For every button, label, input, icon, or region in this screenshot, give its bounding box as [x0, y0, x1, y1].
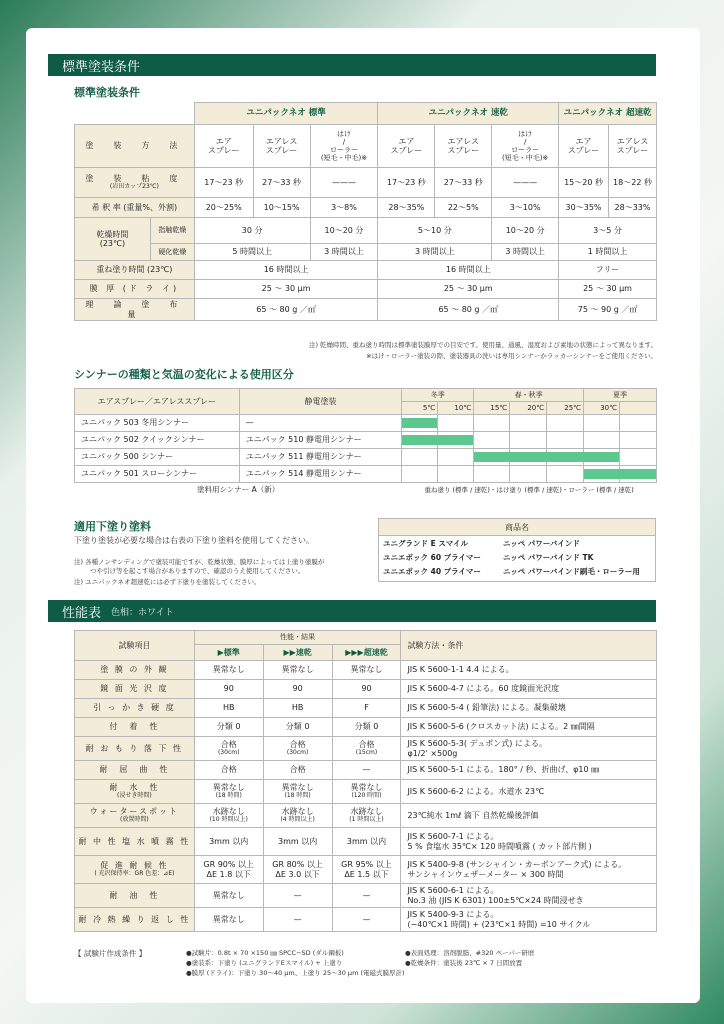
perf-method: JIS K 5600-5-4 ( 鉛筆法) による。凝集破壊 [401, 699, 657, 718]
thinner-electro-name: ユニパック 514 静電用シンナー [239, 466, 402, 483]
thinner-row [75, 415, 657, 432]
perf-item-name: 耐 水 性 [109, 783, 160, 793]
temp-label-blank [620, 402, 657, 415]
temp-grid-cell [474, 432, 510, 449]
spread-cell: 65 〜 80 g ／㎡ [378, 299, 559, 321]
perf-value: 水跡なし [212, 807, 245, 817]
performance-row [75, 884, 657, 908]
temp-grid-cell [474, 466, 510, 483]
temp-grid-cell [620, 449, 657, 466]
perf-value: 合格 [220, 765, 237, 775]
row-label-drying: 乾燥時間 (23℃) [75, 218, 151, 261]
viscosity-cell: 17〜23 秒 [194, 168, 253, 198]
perf-grade-standard: ▶標準 [194, 645, 263, 661]
thinner-row [75, 432, 657, 449]
method-cell: エアレス スプレー [253, 125, 310, 168]
primer-product-row [379, 550, 655, 564]
perf-value: — [293, 890, 302, 900]
hard-dry-cell: 3 時間以上 [378, 244, 492, 261]
temp-grid-cell [402, 415, 438, 432]
temp-grid-cell [510, 449, 547, 466]
perf-value: 3mm 以内 [346, 836, 387, 846]
primer-product-head: 商品名 [379, 519, 655, 536]
perf-method: JIS K 5600-5-1 による。180° / 秒、折曲げ、φ10 ㎜ [401, 761, 657, 780]
method-cell: エア スプレー [559, 125, 609, 168]
grade-standard: ユニパックネオ 標準 [194, 103, 378, 125]
thinner-table [74, 388, 657, 499]
recoat-cell: 16 時間以上 [194, 261, 378, 280]
primer-product: ニッペ パワーバインド TK [503, 552, 594, 562]
temp-label: 25℃ [547, 402, 584, 415]
perf-value-sub: (4 時間以上) [280, 815, 315, 823]
perf-value: — [362, 765, 371, 775]
perf-value: — [362, 914, 371, 924]
perf-value: 合格 [289, 740, 306, 750]
thinner-electro-name: ユニパック 510 静電用シンナー [239, 432, 402, 449]
perf-grade-ultra: ▶▶▶超速乾 [332, 645, 401, 661]
method-cell: はけ / ローラー (短毛・中毛)※ [310, 125, 378, 168]
perf-value: 90 [361, 684, 372, 694]
perf-value-sub: (18 時間) [284, 791, 311, 799]
perf-value: 異常なし [350, 665, 383, 675]
section-bar-performance [48, 600, 656, 622]
row-label-recoat: 重ね塗り時間 (23℃) [75, 261, 195, 280]
primer-product: ニッペ パワーバインド刷毛・ローラー用 [503, 566, 640, 576]
grade-quick: ユニパックネオ 速乾 [378, 103, 559, 125]
perf-item-name: 引 っ か き 硬 度 [93, 703, 176, 713]
hard-dry-cell: 5 時間以上 [194, 244, 310, 261]
thinner-spray-name: ユニパック 501 スローシンナー [75, 466, 240, 483]
perf-item-name: 鏡 面 光 沢 度 [100, 684, 169, 694]
performance-row [75, 737, 657, 761]
method-cell: エア スプレー [194, 125, 253, 168]
thinner-spray-name: ユニパック 500 シンナー [75, 449, 240, 466]
temp-grid-cell [474, 415, 510, 432]
temp-grid-cell [584, 466, 620, 483]
viscosity-cell: 27〜33 秒 [253, 168, 310, 198]
temp-grid-cell [620, 432, 657, 449]
row-label-dilution: 希 釈 率 (重量%、外割) [75, 198, 195, 218]
perf-value-sub: (10 時間以上) [209, 815, 248, 823]
film-cell: 25 〜 30 μm [378, 280, 559, 299]
viscosity-cell: 27〜33 秒 [435, 168, 492, 198]
temperature-range-bar [402, 435, 438, 445]
temp-grid-cell [510, 415, 547, 432]
test-condition: ●塗装系：下塗り (ユニグランドEスマイル) + 上塗り [186, 959, 343, 967]
temp-grid-cell [438, 449, 474, 466]
test-condition: ●試験片：0.8t × 70 ×150 ㎜ SPCC−SD (ダル鋼板) [186, 949, 344, 957]
primer-text: 下塗り塗装が必要な場合は右表の下塗り塗料を使用してください。 [74, 536, 314, 545]
primer-product-row [379, 564, 655, 578]
performance-title: 性能表 [62, 605, 102, 621]
perf-value: GR 80% 以上 ΔE 3.0 以下 [272, 860, 323, 879]
row-label-method: 塗 装 方 法 [75, 125, 195, 168]
perf-item-name: 耐 屈 曲 性 [99, 765, 170, 775]
temp-grid-cell [438, 432, 474, 449]
film-cell: 25 〜 30 μm [194, 280, 378, 299]
perf-item-name: 耐 お も り 落 下 性 [85, 743, 184, 753]
temp-label: 15℃ [474, 402, 510, 415]
thinner-row [75, 466, 657, 483]
row-label-film: 膜 厚 (ド ラ イ) [75, 280, 195, 299]
perf-value: 合格 [220, 740, 237, 750]
perf-value: HB [291, 703, 304, 713]
perf-value: 合格 [358, 740, 375, 750]
temperature-range-bar [437, 435, 473, 445]
perf-method: JIS K 5600-4-7 による。60 度鏡面光沢度 [401, 680, 657, 699]
dilution-cell: 3〜8% [310, 198, 378, 218]
performance-row [75, 718, 657, 737]
perf-value: 分類 0 [216, 722, 241, 732]
thinner-electro-name: ユニパック 511 静電用シンナー [239, 449, 402, 466]
section-bar-standard-conditions [48, 54, 656, 76]
viscosity-sublabel: (岩田カップ23℃) [109, 182, 159, 190]
perf-item-name: ウォータースポット [89, 807, 180, 817]
temp-label: 20℃ [510, 402, 547, 415]
temp-grid-cell [510, 432, 547, 449]
thinner-spray-name: ユニパック 502 クイックシンナー [75, 432, 240, 449]
thinner-row [75, 449, 657, 466]
perf-item-name: 促 進 耐 候 性 [100, 861, 169, 871]
perf-item-name: 耐 中 性 塩 水 噴 霧 性 [78, 836, 191, 846]
film-cell: 25 〜 30 μm [559, 280, 657, 299]
temperature-range-bar [402, 418, 437, 428]
section-bar-title: 標準塗装条件 [62, 59, 141, 75]
drying-touch-label: 指触乾燥 [150, 218, 194, 244]
performance-table [74, 630, 657, 932]
season-winter: 冬季 [402, 389, 474, 402]
perf-value: 異常なし [350, 783, 383, 793]
primer-product: ユニグランド E スマイル [383, 538, 469, 548]
perf-value: — [362, 890, 371, 900]
primer-note-2: 注) ユニパックネオ超速乾には必ず下塗りを塗装してください。 [74, 578, 261, 586]
dilution-cell: 3〜10% [492, 198, 559, 218]
primer-product: ユニエポック 60 プライマー [383, 552, 481, 562]
row-label-spread: 理 論 塗 布 量 [75, 299, 195, 321]
method-cell: エア スプレー [378, 125, 435, 168]
temp-grid-cell [438, 466, 474, 483]
performance-row [75, 680, 657, 699]
perf-item-name: 付 着 性 [109, 722, 160, 732]
primer-product: ニッペ パワーバインド [503, 538, 580, 548]
temp-grid-cell [620, 466, 657, 483]
standard-conditions-heading: 標準塗装条件 [74, 86, 140, 99]
drying-hard-label: 硬化乾燥 [150, 244, 194, 261]
hard-dry-cell: 3 時間以上 [310, 244, 378, 261]
perf-value: GR 95% 以上 ΔE 1.5 以下 [341, 860, 392, 879]
viscosity-label: 塗 装 粘 度 [85, 174, 184, 184]
temperature-range-bar [584, 469, 620, 479]
thinner-footer-a: 塗料用シンナー A（新） [196, 485, 280, 495]
perf-value: 90 [223, 684, 234, 694]
temp-grid-cell [402, 466, 438, 483]
temp-grid-cell [474, 449, 510, 466]
perf-value-sub: (15cm) [355, 748, 378, 756]
perf-value: 異常なし [212, 783, 245, 793]
recoat-cell: 16 時間以上 [378, 261, 559, 280]
touch-dry-cell: 5〜10 分 [378, 218, 492, 244]
thinner-heading: シンナーの種類と気温の変化による使用区分 [74, 368, 294, 381]
performance-row [75, 804, 657, 828]
perf-item-sub: (放置時間) [120, 815, 149, 823]
spread-cell: 65 〜 80 g ／㎡ [194, 299, 378, 321]
primer-heading: 適用下塗り塗料 [74, 520, 151, 533]
viscosity-cell: ——— [310, 168, 378, 198]
dilution-cell: 30〜35% [559, 198, 609, 218]
thinner-spray-name: ユニパック 503 冬用シンナー [75, 415, 240, 432]
temperature-range-bar [583, 452, 619, 462]
thinner-electro-name: — [239, 415, 402, 432]
method-cell: はけ / ローラー (短毛・中毛)※ [492, 125, 559, 168]
hard-dry-cell: 1 時間以上 [559, 244, 657, 261]
test-condition: ●乾燥条件：塗装後 23℃ × 7 日間放置 [405, 959, 523, 967]
temp-grid-cell [547, 466, 584, 483]
perf-value: HB [222, 703, 235, 713]
dilution-cell: 22〜5% [435, 198, 492, 218]
perf-value: 3mm 以内 [277, 836, 318, 846]
perf-method: JIS K 5400-9-8 (サンシャイン・カーボンアーク式) による。 サンシャインウェザーメーター × 300 時間 [401, 856, 657, 884]
perf-method: JIS K 5600-7-1 による。 5 % 食塩水 35℃× 120 時間噴霧 ( カット部片側 ) [401, 828, 657, 856]
viscosity-cell: 18〜22 秒 [609, 168, 657, 198]
thinner-footer-b: 重ね塗り (標準 / 速乾)・はけ塗り (標準 / 速乾)・ローラー (標準 / 速乾) [424, 486, 634, 495]
perf-item-name: 塗 膜 の 外 観 [100, 665, 169, 675]
touch-dry-cell: 10〜20 分 [492, 218, 559, 244]
dilution-cell: 10〜15% [253, 198, 310, 218]
performance-row [75, 780, 657, 804]
perf-col-result: 性能・結果 [194, 631, 401, 645]
perf-value: 3mm 以内 [209, 836, 249, 846]
perf-value: 異常なし [212, 914, 245, 924]
temp-grid-cell [584, 415, 620, 432]
temp-grid-cell [620, 415, 657, 432]
viscosity-cell: ——— [492, 168, 559, 198]
touch-dry-cell: 3〜5 分 [559, 218, 657, 244]
temp-grid-cell [547, 449, 584, 466]
thinner-col-spray: エアスプレー／エアレススプレー [75, 389, 240, 415]
temp-grid-cell [547, 432, 584, 449]
perf-value: 水跡なし [350, 807, 383, 817]
temp-label: 30℃ [584, 402, 620, 415]
perf-method: JIS K 5600-5-6 (クロスカット法) による。2 ㎜間隔 [401, 718, 657, 737]
perf-method: JIS K 5600-1-1 4.4 による。 [401, 661, 657, 680]
perf-value: 合格 [289, 765, 306, 775]
temperature-range-bar [474, 452, 510, 462]
perf-value: 水跡なし [281, 807, 314, 817]
temp-grid-cell [510, 466, 547, 483]
perf-grade-quick: ▶▶速乾 [263, 645, 332, 661]
grade-ultra-quick: ユニパックネオ 超速乾 [559, 103, 657, 125]
temp-grid-cell [402, 432, 438, 449]
primer-product-box [378, 518, 656, 582]
temp-grid-cell [438, 415, 474, 432]
dilution-cell: 28〜33% [609, 198, 657, 218]
touch-dry-cell: 30 分 [194, 218, 310, 244]
coating-note-1: 注) 乾燥時間、重ね塗り時間は標準塗装膜厚での目安です。使用量、通風、湿度および素地の状態によって異なります。 [308, 341, 657, 349]
perf-item-name: 耐 冷 熱 繰 り 返 し 性 [78, 914, 191, 924]
perf-item-name: 耐 油 性 [109, 890, 160, 900]
perf-value: 異常なし [281, 665, 314, 675]
perf-col-item: 試験項目 [75, 631, 195, 661]
temperature-range-bar [619, 469, 656, 479]
dilution-cell: 28〜35% [378, 198, 435, 218]
touch-dry-cell: 10〜20 分 [310, 218, 378, 244]
perf-value-sub: (30cm) [217, 748, 240, 756]
primer-product-row [379, 536, 655, 550]
perf-value: 分類 0 [285, 722, 310, 732]
perf-value: 90 [292, 684, 303, 694]
temp-grid-cell [547, 415, 584, 432]
viscosity-cell: 17〜23 秒 [378, 168, 435, 198]
temp-grid-cell [584, 432, 620, 449]
coating-conditions-table [74, 102, 657, 321]
perf-col-method: 試験方法・条件 [401, 631, 657, 661]
perf-value: 異常なし [281, 783, 314, 793]
temp-label: 5℃ [402, 402, 438, 415]
temp-label: 10℃ [438, 402, 474, 415]
spread-cell: 75 〜 90 g ／㎡ [559, 299, 657, 321]
primer-note-1b: つや引け等を起こす場合がありますので、確認のうえ使用してください。 [90, 567, 305, 575]
row-label-viscosity [75, 168, 195, 198]
primer-product: ユニエポック 40 プライマー [383, 566, 481, 576]
test-condition: ●表面処理：溶剤脱脂、#320 ペーパー研磨 [405, 949, 535, 957]
hard-dry-cell: 3 時間以上 [492, 244, 559, 261]
perf-method: JIS K 5600-5-3( デュポン式) による。 φ1/2' ×500g [401, 737, 657, 761]
perf-item-sub: (浸せき時間) [117, 791, 152, 799]
perf-value: 異常なし [212, 665, 245, 675]
coating-note-2: ※はけ・ローラー塗装の際、塗装器具の洗いは専用シンナーかラッカーシンナーをご使用ください。 [366, 352, 657, 360]
recoat-cell: フリー [559, 261, 657, 280]
method-cell: エアレス スプレー [609, 125, 657, 168]
performance-row [75, 661, 657, 680]
perf-value-sub: (1 時間以上) [349, 815, 384, 823]
perf-value: 分類 0 [354, 722, 379, 732]
perf-method: JIS K 5400-9-3 による。 (−40℃×1 時間) + (23℃×1 時間) =10 サイクル [401, 908, 657, 932]
dilution-cell: 20〜25% [194, 198, 253, 218]
test-conditions-head: 【 試験片作成条件 】 [74, 949, 147, 958]
viscosity-cell: 15〜20 秒 [559, 168, 609, 198]
perf-item-sub: ( 光沢保持率：GR 色差：⊿E) [94, 869, 175, 877]
temperature-range-bar [546, 452, 584, 462]
season-spring-autumn: 春・秋季 [474, 389, 584, 402]
method-cell: エアレス スプレー [435, 125, 492, 168]
temp-grid-cell [584, 449, 620, 466]
test-condition: ●膜厚 (ドライ)：下塗り 30〜40 μm、上塗り 25〜30 μm (電磁式膜厚計) [186, 969, 405, 977]
perf-value-sub: (120 時間) [351, 791, 382, 799]
perf-method: 23℃純水 1mℓ 滴下 自然乾燥後評価 [401, 804, 657, 828]
perf-value: 異常なし [212, 890, 245, 900]
primer-note-1: 注) 各種ノンサンディングで塗装可能ですが、乾燥状態、膜厚によっては上塗り塗膜が [74, 558, 325, 566]
perf-method: JIS K 5600-6-1 による。 No.3 油 (JIS K 6301) 100±5℃×24 時間浸せき [401, 884, 657, 908]
performance-row [75, 828, 657, 856]
temperature-range-bar [509, 452, 547, 462]
performance-row [75, 908, 657, 932]
perf-value: F [364, 703, 369, 713]
perf-value: GR 90% 以上 ΔE 1.8 以下 [203, 860, 255, 879]
performance-color: 色相：ホワイト [111, 607, 174, 618]
performance-row [75, 761, 657, 780]
perf-method: JIS K 5600-6-2 による。水道水 23℃ [401, 780, 657, 804]
perf-value-sub: (30cm) [286, 748, 309, 756]
season-summer: 夏季 [584, 389, 657, 402]
temp-grid-cell [402, 449, 438, 466]
thinner-col-electrostatic: 静電塗装 [239, 389, 402, 415]
perf-value-sub: (18 時間) [215, 791, 242, 799]
perf-value: — [293, 914, 302, 924]
performance-row [75, 856, 657, 884]
performance-row [75, 699, 657, 718]
